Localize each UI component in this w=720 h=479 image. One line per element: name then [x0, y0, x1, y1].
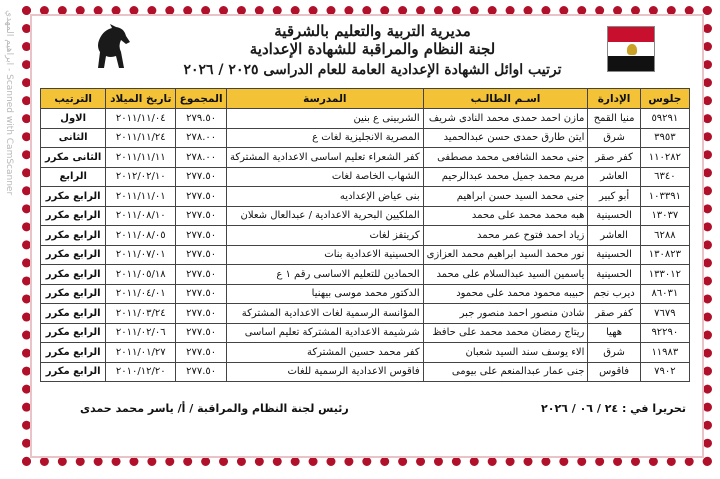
- cell-admin: منيا القمح: [588, 109, 640, 129]
- cell-dob: ٢٠١١/٠١/٢٧: [106, 343, 176, 363]
- document-footer: [40, 402, 690, 420]
- cell-admin: ديرب نجم: [588, 284, 640, 304]
- cell-seat: ٧٩٠٢: [640, 362, 689, 382]
- col-header-total: المجموع: [176, 89, 227, 109]
- cell-total: ٢٧٩.٥٠: [176, 109, 227, 129]
- cell-dob: ٢٠١١/٠٧/٠١: [106, 245, 176, 265]
- cell-rank: الرابع مكرر: [41, 284, 106, 304]
- cell-total: ٢٧٧.٥٠: [176, 304, 227, 324]
- col-header-admin: الإدارة: [588, 89, 640, 109]
- cell-admin: شرق: [588, 343, 640, 363]
- table-row: [41, 187, 690, 207]
- cell-seat: ٧٦٧٩: [640, 304, 689, 324]
- ranking-title: ترتيب اوائل الشهادة الإعدادية العامة للعام الدراسى ٢٠٢٥ / ٢٠٢٦: [183, 62, 562, 78]
- table-row: [41, 304, 690, 324]
- cell-admin: ههيا: [588, 323, 640, 343]
- table-row: [41, 284, 690, 304]
- cell-total: ٢٧٨.٠٠: [176, 148, 227, 168]
- cell-dob: ٢٠١١/٠٥/١٨: [106, 265, 176, 285]
- cell-name: جنى محمد السيد حسن ابراهيم: [423, 187, 588, 207]
- cell-school: الشهاب الخاصة لغات: [227, 167, 424, 187]
- cell-seat: ٦٢٨٨: [640, 226, 689, 246]
- cell-school: الملكيين البحرية الاعدادية / عبدالعال شعلان: [227, 206, 424, 226]
- committee-head-signature: رئيس لجنة النظام والمراقبة / أ/ ياسر محمد حمدى: [80, 402, 349, 415]
- issue-date: تحريرا في : ٢٤ / ٠٦ / ٢٠٢٦: [541, 402, 686, 415]
- cell-name: هبه محمد محمد على محمد: [423, 206, 588, 226]
- cell-school: الشربينى ع بنين: [227, 109, 424, 129]
- cell-total: ٢٧٨.٠٠: [176, 128, 227, 148]
- table-row: [41, 343, 690, 363]
- cell-seat: ٩٢٢٩٠: [640, 323, 689, 343]
- cell-total: ٢٧٧.٥٠: [176, 187, 227, 207]
- cell-dob: ٢٠١١/٠٨/٠٥: [106, 226, 176, 246]
- table-row: [41, 167, 690, 187]
- cell-name: ياسمين السيد عبدالسلام على محمد: [423, 265, 588, 285]
- cell-name: حبيبه محمود محمد على محمود: [423, 284, 588, 304]
- cell-rank: الرابع مكرر: [41, 362, 106, 382]
- cell-seat: ١٠٣٣٩١: [640, 187, 689, 207]
- cell-school: شرشيمة الاعدادية المشتركة تعليم اساسى: [227, 323, 424, 343]
- cell-school: بنى عياض الإعداديه: [227, 187, 424, 207]
- cell-rank: الرابع مكرر: [41, 226, 106, 246]
- table-row: [41, 206, 690, 226]
- horse-logo-icon: [88, 22, 134, 72]
- cell-admin: فاقوس: [588, 362, 640, 382]
- cell-rank: الرابع مكرر: [41, 343, 106, 363]
- cell-total: ٢٧٧.٥٠: [176, 226, 227, 246]
- cell-rank: الاول: [41, 109, 106, 129]
- egypt-flag-icon: [607, 26, 655, 72]
- cell-admin: الحسينية: [588, 245, 640, 265]
- scanner-watermark: ابراهيم المهدي - Scanned with CamScanner: [4, 10, 14, 196]
- cell-rank: الرابع: [41, 167, 106, 187]
- cell-rank: الرابع مكرر: [41, 323, 106, 343]
- cell-total: ٢٧٧.٥٠: [176, 167, 227, 187]
- cell-admin: العاشر: [588, 167, 640, 187]
- cell-dob: ٢٠١٢/٠٢/١٠: [106, 167, 176, 187]
- cell-total: ٢٧٧.٥٠: [176, 206, 227, 226]
- cell-dob: ٢٠١١/١١/٠٤: [106, 109, 176, 129]
- cell-total: ٢٧٧.٥٠: [176, 323, 227, 343]
- cell-dob: ٢٠١١/٠٤/٠١: [106, 284, 176, 304]
- cell-seat: ١١٠٢٨٢: [640, 148, 689, 168]
- cell-total: ٢٧٧.٥٠: [176, 284, 227, 304]
- table-row: [41, 245, 690, 265]
- col-header-name: اسـم الطالـب: [423, 89, 588, 109]
- cell-name: مازن احمد حمدى محمد النادى شريف: [423, 109, 588, 129]
- cell-name: زياد احمد فتوح عمر محمد: [423, 226, 588, 246]
- directorate-title: مديرية التربية والتعليم بالشرقية: [274, 22, 471, 40]
- cell-dob: ٢٠١١/١١/٢٤: [106, 128, 176, 148]
- table-row: [41, 226, 690, 246]
- cell-school: المؤانسة الرسمية لغات الاعدادية المشتركة: [227, 304, 424, 324]
- cell-admin: أبو كبير: [588, 187, 640, 207]
- table-row: [41, 265, 690, 285]
- cell-school: فاقوس الاعدادية الرسمية للغات: [227, 362, 424, 382]
- cell-name: جنى محمد الشافعى محمد مصطفى: [423, 148, 588, 168]
- col-header-dob: تاريخ الميلاد: [106, 89, 176, 109]
- table-row: [41, 148, 690, 168]
- table-header-row: [41, 89, 690, 109]
- cell-rank: الثانى مكرر: [41, 148, 106, 168]
- cell-dob: ٢٠١١/٠٣/٢٤: [106, 304, 176, 324]
- cell-school: كفر الشعراء تعليم اساسى الاعدادية المشتركة: [227, 148, 424, 168]
- cell-seat: ١٣٠٣٧: [640, 206, 689, 226]
- cell-rank: الرابع مكرر: [41, 245, 106, 265]
- table-row: [41, 323, 690, 343]
- cell-total: ٢٧٧.٥٠: [176, 343, 227, 363]
- cell-seat: ٣٩٥٣: [640, 128, 689, 148]
- cell-school: الحسينية الاعدادية بنات: [227, 245, 424, 265]
- cell-school: كفر محمد حسين المشتركة: [227, 343, 424, 363]
- col-header-rank: الترتيب: [41, 89, 106, 109]
- cell-admin: الحسينية: [588, 265, 640, 285]
- cell-admin: الحسينية: [588, 206, 640, 226]
- cell-school: كريتفز لغات: [227, 226, 424, 246]
- cell-rank: الثانى: [41, 128, 106, 148]
- cell-total: ٢٧٧.٥٠: [176, 362, 227, 382]
- cell-dob: ٢٠١١/٠٨/١٠: [106, 206, 176, 226]
- cell-seat: ١٣٣٠١٢: [640, 265, 689, 285]
- cell-admin: كفر صقر: [588, 304, 640, 324]
- cell-rank: الرابع مكرر: [41, 265, 106, 285]
- cell-school: المصرية الانجليزية لغات ع: [227, 128, 424, 148]
- cell-name: مريم محمد جميل محمد عبدالرحيم: [423, 167, 588, 187]
- cell-dob: ٢٠١١/٠٢/٠٦: [106, 323, 176, 343]
- cell-dob: ٢٠١٠/١٢/٢٠: [106, 362, 176, 382]
- cell-dob: ٢٠١١/١١/٠١: [106, 187, 176, 207]
- cell-school: الدكتور محمد موسى بيهنيا: [227, 284, 424, 304]
- cell-seat: ١٣٠٨٢٣: [640, 245, 689, 265]
- cell-name: جنى عمار عبدالمنعم على بيومى: [423, 362, 588, 382]
- results-table: [40, 88, 690, 382]
- cell-seat: ١١٩٨٣: [640, 343, 689, 363]
- cell-name: شادن منصور احمد منصور جبر: [423, 304, 588, 324]
- committee-title: لجنة النظام والمراقبة للشهادة الإعدادية: [249, 40, 496, 58]
- cell-name: نور محمد السيد ابراهيم محمد العزازى: [423, 245, 588, 265]
- cell-seat: ٦٣٤٠: [640, 167, 689, 187]
- cell-seat: ٨٦٠٣١: [640, 284, 689, 304]
- cell-total: ٢٧٧.٥٠: [176, 245, 227, 265]
- cell-rank: الرابع مكرر: [41, 206, 106, 226]
- cell-seat: ٥٩٢٩١: [640, 109, 689, 129]
- cell-rank: الرابع مكرر: [41, 304, 106, 324]
- cell-admin: شرق: [588, 128, 640, 148]
- cell-school: الحمادين للتعليم الاساسى رقم ١ ع: [227, 265, 424, 285]
- col-header-seat: جلوس: [640, 89, 689, 109]
- document-header: [40, 22, 695, 86]
- col-header-school: المدرسة: [227, 89, 424, 109]
- cell-admin: كفر صقر: [588, 148, 640, 168]
- cell-name: ايتن طارق حمدى حسن عبدالحميد: [423, 128, 588, 148]
- table-row: [41, 128, 690, 148]
- table-row: [41, 362, 690, 382]
- cell-dob: ٢٠١١/١١/١١: [106, 148, 176, 168]
- table-row: [41, 109, 690, 129]
- cell-total: ٢٧٧.٥٠: [176, 265, 227, 285]
- header-titles: [160, 22, 585, 79]
- cell-name: ريتاج رمضان محمد محمد على حافظ: [423, 323, 588, 343]
- cell-admin: العاشر: [588, 226, 640, 246]
- cell-name: الاء يوسف سند السيد شعبان: [423, 343, 588, 363]
- cell-rank: الرابع مكرر: [41, 187, 106, 207]
